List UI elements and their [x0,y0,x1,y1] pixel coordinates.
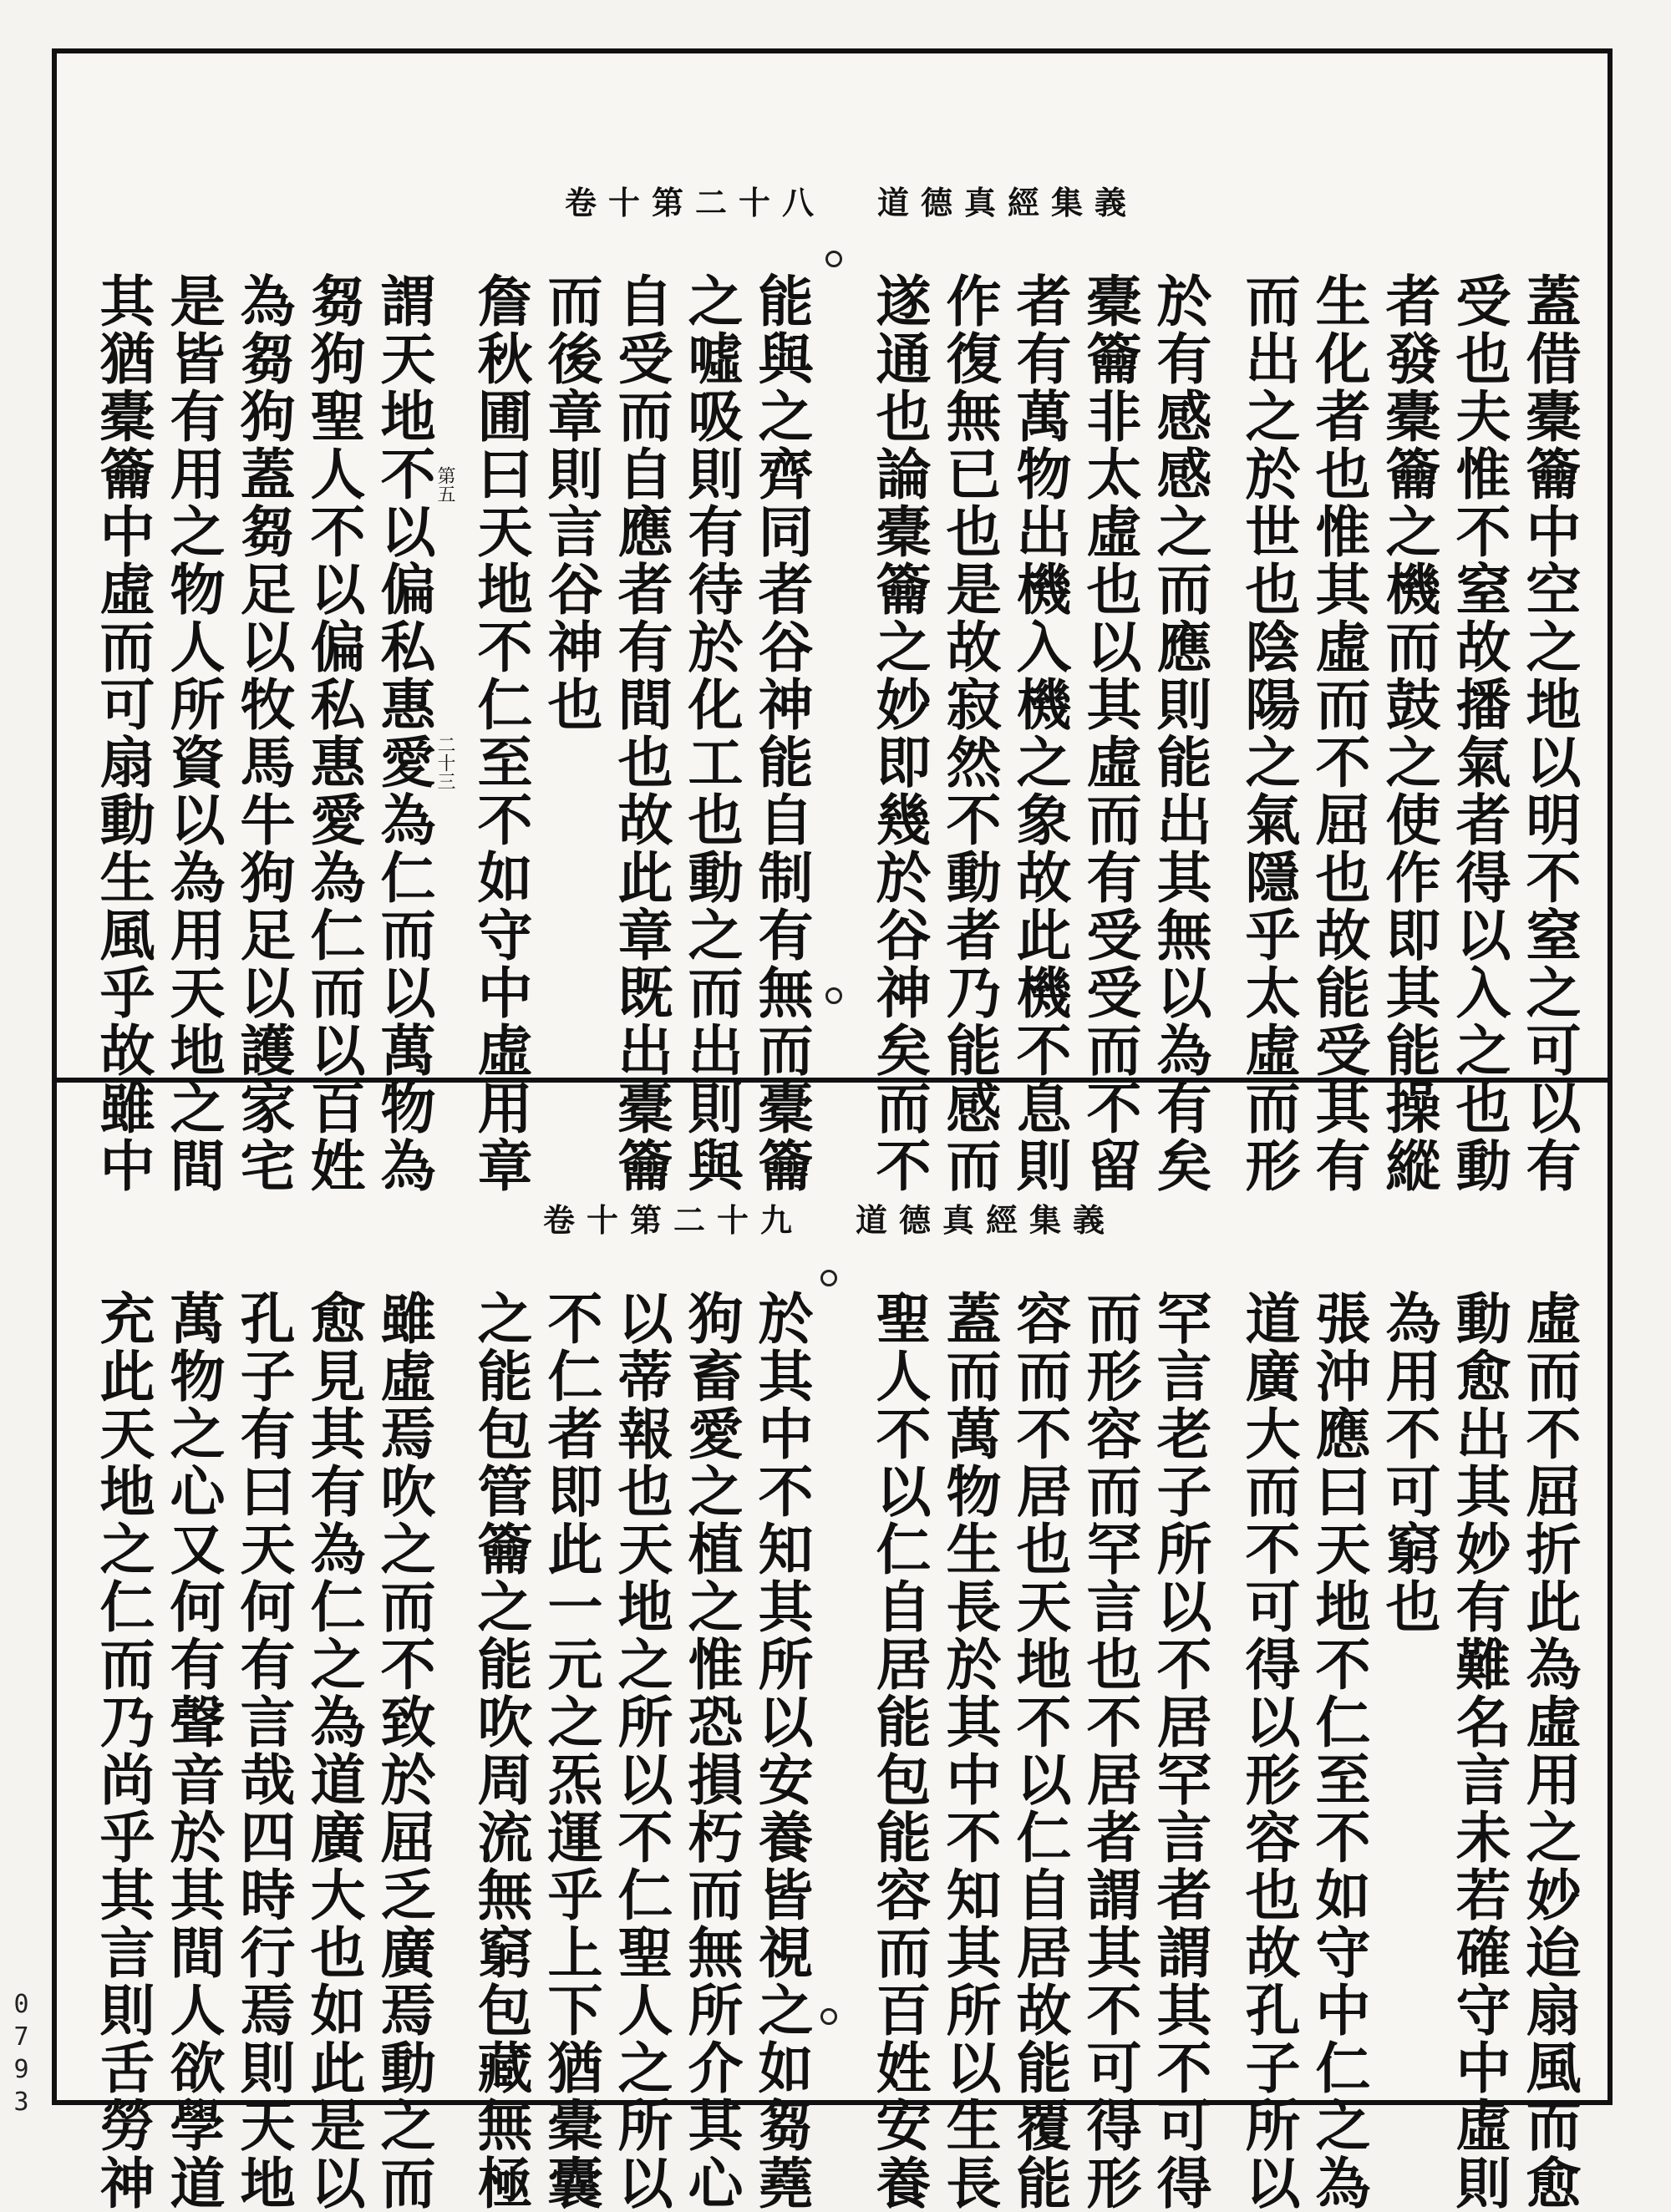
text-column: 能與之齊同者谷神能自制有無而橐籥 [749,272,814,1195]
text-column: 容而不居也天地不以仁自居故能覆能 [1007,1290,1072,2212]
top-header-title: 道德真經集義 [877,184,1139,221]
text-column: 於有感感之而應則能出其無以為有矣 [1147,272,1212,1195]
text-column: 為用不可窮也 [1376,1290,1441,1636]
text-column: 之能包管籥之能吹周流無窮包藏無極 [468,1290,533,2212]
text-column: 而出之於世也陰陽之氣隱乎太虛而形 [1236,272,1301,1195]
text-column: 萬物之心又何有聲音於其間人欲學道 [160,1290,226,2212]
text-column: 橐籥非太虛也以其虛而有受受而不留 [1077,272,1142,1195]
circle-marker [820,2008,837,2025]
text-column: 其猶橐籥中虛而可扇動生風乎故雖中 [90,272,155,1195]
text-column: 生化者也惟其虛而不屈也故能受其有 [1306,272,1371,1195]
text-column: 之噓吸則有待於化工也動之而出則與 [678,272,744,1195]
text-column: 孔子有曰天何有言哉四時行焉則天地 [231,1290,296,2212]
text-column: 為芻狗蓋芻足以牧馬牛狗足以護家宅 [231,272,296,1195]
text-column: 愈見其有為仁之為道廣大也如此是以 [301,1290,366,2212]
bottom-header [543,1195,1116,1240]
text-column: 以蒂報也天地之所以不仁聖人之所以 [608,1290,673,2212]
bottom-header-volume: 卷十第二十九 [543,1201,805,1239]
circle-marker [825,251,842,267]
inline-note-number: 二十三 [434,735,455,790]
text-column-with-note [467,272,534,1195]
text-column: 充此天地之仁而乃尚乎其言則舌勞神 [90,1290,155,2212]
text-column: 是皆有用之物人所資以為用天地之間 [160,272,226,1195]
page-number: 0793 [7,1990,36,2120]
text-column: 芻狗聖人不以偏私惠愛為仁而以百姓 [301,272,366,1195]
text-column: 聖人不以仁自居能包能容而百姓安養 [866,1290,932,2212]
text-column: 蓋而萬物生長於其中不知其所以生長 [937,1290,1002,2212]
text-column: 罕言老子所以不居罕言者謂其不可得 [1147,1290,1212,2212]
text-column: 狗畜愛之植之惟恐損朽而無所介其心 [678,1290,744,2212]
column-text: 詹秋圃曰天地不仁至不如守中虛用章 [468,272,533,1195]
text-column: 而後章則言谷神也 [538,272,603,733]
text-column: 謂天地不以偏私惠愛為仁而以萬物為 [371,272,436,1195]
top-header [565,177,1138,223]
text-column: 於其中不知其所以安養皆視之如芻蕘 [749,1290,814,2212]
text-column: 虛而不屈折此為虛用之妙迨扇風而愈 [1516,1290,1582,2212]
text-column: 遂通也論橐籥之妙即幾於谷神矣而不 [866,272,932,1195]
text-column: 道廣大而不可得以形容也故孔子所以 [1236,1290,1301,2212]
text-column: 者發橐籥之機而鼓之使作即其能操縱 [1376,272,1441,1195]
circle-marker [820,1270,837,1286]
bottom-header-title: 道德真經集義 [856,1201,1117,1239]
text-column: 作復無已也是故寂然不動者乃能感而 [937,272,1002,1195]
text-column: 自受而自應者有間也故此章既出橐籥 [608,272,673,1195]
text-column: 而形容而罕言也不居者謂其不可得形 [1077,1290,1142,2212]
text-column: 受也夫惟不窒故播氣者得以入之也動 [1446,272,1511,1195]
circle-marker [825,987,842,1004]
text-column: 蓋借橐籥中空之地以明不窒之可以有 [1516,272,1582,1195]
text-column: 不仁者即此一元之炁運乎上下猶橐囊 [538,1290,603,2212]
text-column: 張沖應曰天地不仁至不如守中仁之為 [1306,1290,1371,2212]
inline-note: 第五 [434,466,455,503]
top-header-volume: 卷十第二十八 [565,184,826,221]
text-column: 動愈出其妙有難名言未若確守中虛則 [1446,1290,1511,2212]
text-column: 雖虛焉吹之而不致於屈乏廣焉動之而 [371,1290,436,2212]
text-column: 者有萬物出機入機之象故此機不息則 [1007,272,1072,1195]
